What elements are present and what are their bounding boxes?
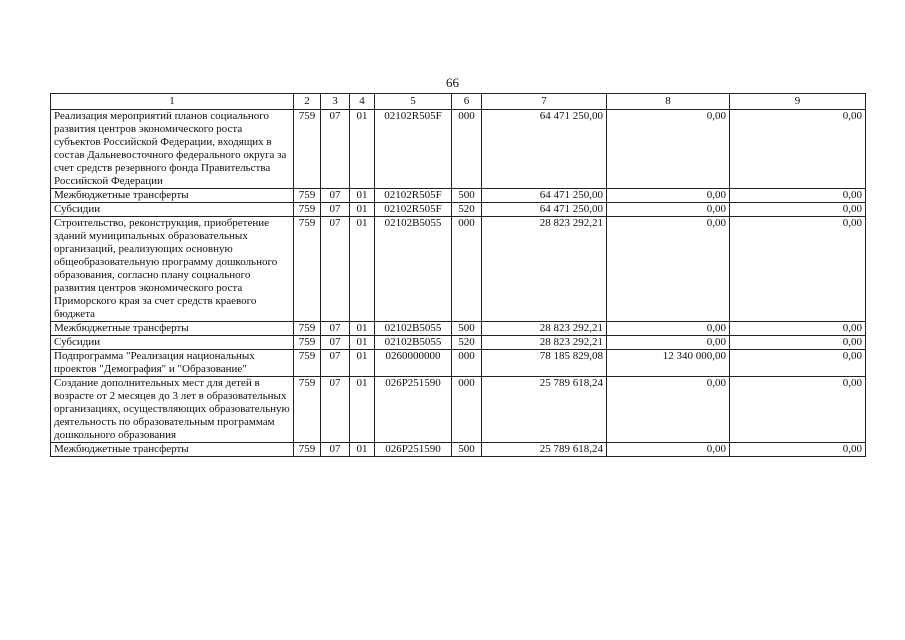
section-code: 07 (321, 110, 350, 189)
subsection-code: 01 (350, 110, 375, 189)
amount-col9: 0,00 (730, 189, 866, 203)
admin-code: 759 (294, 322, 321, 336)
subsection-code: 01 (350, 336, 375, 350)
subsection-code: 01 (350, 322, 375, 336)
section-code: 07 (321, 217, 350, 322)
subsection-code: 01 (350, 203, 375, 217)
expense-type-code: 000 (452, 110, 482, 189)
subsection-code: 01 (350, 443, 375, 457)
amount-col7: 64 471 250,00 (482, 203, 607, 217)
amount-col7: 28 823 292,21 (482, 217, 607, 322)
table-row (51, 377, 866, 443)
page-number: 66 (446, 75, 459, 90)
table-row (51, 189, 866, 203)
amount-col9: 0,00 (730, 203, 866, 217)
section-code: 07 (321, 443, 350, 457)
column-header: 8 (607, 94, 730, 110)
table-row (51, 443, 866, 457)
section-code: 07 (321, 336, 350, 350)
table-row (51, 217, 866, 322)
expense-type-code: 520 (452, 203, 482, 217)
admin-code: 759 (294, 443, 321, 457)
column-header: 3 (321, 94, 350, 110)
column-header: 7 (482, 94, 607, 110)
target-article-code: 02102В5055 (375, 322, 452, 336)
subsection-code: 01 (350, 377, 375, 443)
row-name: Межбюджетные трансферты (51, 322, 294, 336)
admin-code: 759 (294, 189, 321, 203)
section-code: 07 (321, 350, 350, 377)
amount-col7: 78 185 829,08 (482, 350, 607, 377)
amount-col7: 64 471 250,00 (482, 110, 607, 189)
row-name: Строительство, реконструкция, приобретение зданий муниципальных образовательных организаций, реализующих основную общеобразовательную программу дошкольного образования, согласно плану социального развития центров экономического роста Приморского края за счет средств краевого бюджета (51, 217, 294, 322)
target-article-code: 0260000000 (375, 350, 452, 377)
subsection-code: 01 (350, 217, 375, 322)
amount-col8: 0,00 (607, 217, 730, 322)
amount-col9: 0,00 (730, 336, 866, 350)
column-header: 2 (294, 94, 321, 110)
amount-col7: 25 789 618,24 (482, 443, 607, 457)
admin-code: 759 (294, 350, 321, 377)
expense-type-code: 500 (452, 322, 482, 336)
amount-col9: 0,00 (730, 350, 866, 377)
admin-code: 759 (294, 203, 321, 217)
amount-col8: 0,00 (607, 322, 730, 336)
row-name: Создание дополнительных мест для детей в возрасте от 2 месяцев до 3 лет в образовательных организациях, осуществляющих образовательную деятельность по образовательным программам дошкольного образования (51, 377, 294, 443)
table-row (51, 336, 866, 350)
expense-type-code: 000 (452, 377, 482, 443)
admin-code: 759 (294, 377, 321, 443)
amount-col7: 25 789 618,24 (482, 377, 607, 443)
table-row (51, 203, 866, 217)
target-article-code: 026P251590 (375, 443, 452, 457)
row-name: Межбюджетные трансферты (51, 189, 294, 203)
subsection-code: 01 (350, 189, 375, 203)
row-name: Реализация мероприятий планов социального развития центров экономического роста субъектов Российской Федерации, входящих в состав Дальневосточного федерального округа за счет средств резервного фонда Правительства Российской Федерации (51, 110, 294, 189)
column-header: 6 (452, 94, 482, 110)
amount-col9: 0,00 (730, 110, 866, 189)
column-number-row (51, 94, 866, 110)
target-article-code: 02102В5055 (375, 336, 452, 350)
row-name: Субсидии (51, 203, 294, 217)
amount-col7: 64 471 250,00 (482, 189, 607, 203)
amount-col7: 28 823 292,21 (482, 322, 607, 336)
target-article-code: 02102R505F (375, 203, 452, 217)
target-article-code: 02102R505F (375, 189, 452, 203)
expense-type-code: 520 (452, 336, 482, 350)
section-code: 07 (321, 322, 350, 336)
row-name: Субсидии (51, 336, 294, 350)
target-article-code: 026P251590 (375, 377, 452, 443)
amount-col9: 0,00 (730, 217, 866, 322)
column-header: 5 (375, 94, 452, 110)
amount-col8: 0,00 (607, 110, 730, 189)
amount-col8: 0,00 (607, 336, 730, 350)
amount-col7: 28 823 292,21 (482, 336, 607, 350)
expense-type-code: 000 (452, 350, 482, 377)
amount-col8: 0,00 (607, 203, 730, 217)
expense-type-code: 500 (452, 189, 482, 203)
amount-col8: 0,00 (607, 443, 730, 457)
amount-col9: 0,00 (730, 377, 866, 443)
column-header: 4 (350, 94, 375, 110)
admin-code: 759 (294, 336, 321, 350)
table-row (51, 322, 866, 336)
expense-type-code: 500 (452, 443, 482, 457)
target-article-code: 02102В5055 (375, 217, 452, 322)
amount-col8: 0,00 (607, 189, 730, 203)
row-name: Подпрограмма "Реализация национальных проектов "Демография" и "Образование" (51, 350, 294, 377)
table-row (51, 110, 866, 189)
section-code: 07 (321, 377, 350, 443)
section-code: 07 (321, 189, 350, 203)
table-body (51, 110, 866, 457)
budget-table (50, 93, 866, 457)
admin-code: 759 (294, 217, 321, 322)
amount-col8: 12 340 000,00 (607, 350, 730, 377)
admin-code: 759 (294, 110, 321, 189)
table-row (51, 350, 866, 377)
expense-type-code: 000 (452, 217, 482, 322)
column-header: 1 (51, 94, 294, 110)
target-article-code: 02102R505F (375, 110, 452, 189)
amount-col9: 0,00 (730, 322, 866, 336)
column-header: 9 (730, 94, 866, 110)
subsection-code: 01 (350, 350, 375, 377)
amount-col9: 0,00 (730, 443, 866, 457)
amount-col8: 0,00 (607, 377, 730, 443)
section-code: 07 (321, 203, 350, 217)
row-name: Межбюджетные трансферты (51, 443, 294, 457)
